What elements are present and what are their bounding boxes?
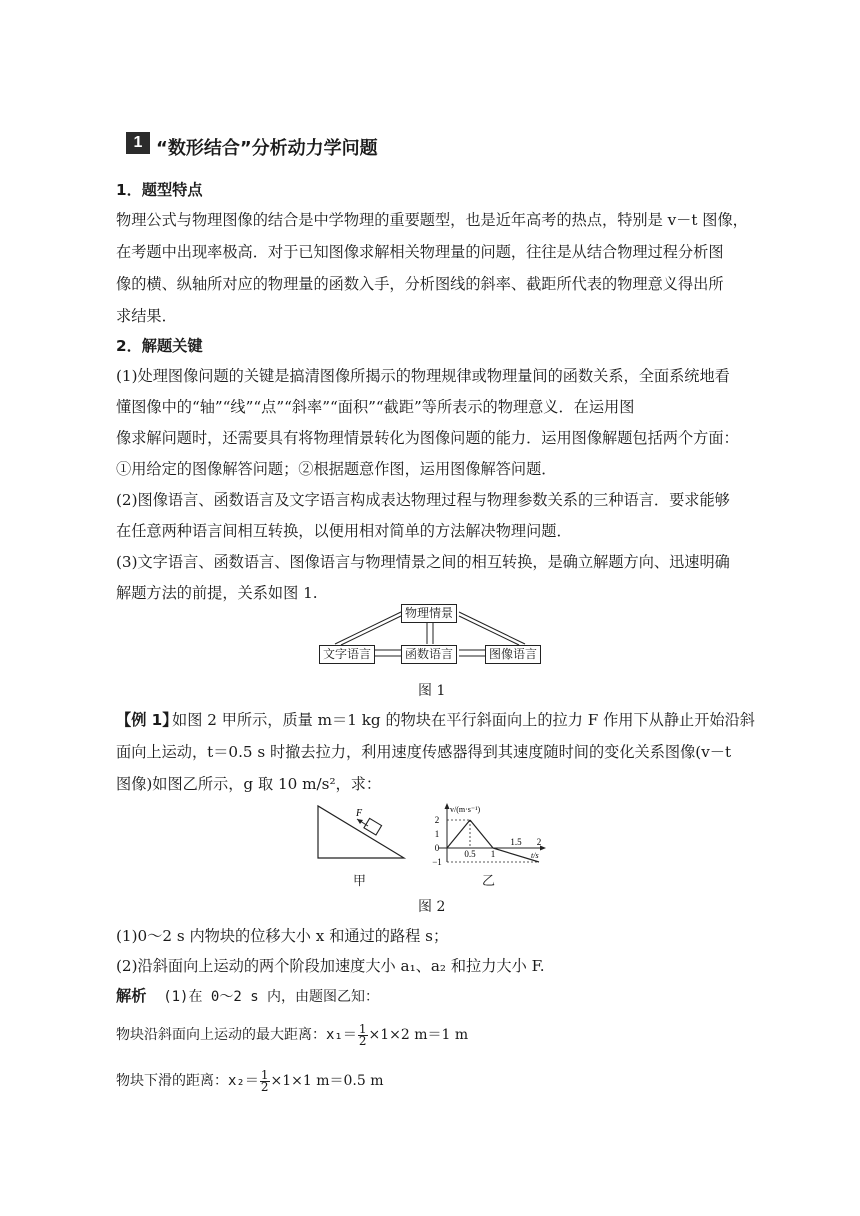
fraction [260, 1067, 270, 1094]
figure2-vt-chart [425, 800, 550, 868]
fraction-numerator: 1 [358, 1021, 367, 1036]
block [364, 818, 382, 835]
x-tick-label: 0.5 [464, 849, 476, 859]
example-line: 图像)如图乙所示，g 取 10 m/s²，求： [116, 775, 382, 793]
series-line-segment [447, 820, 470, 848]
y-axis-label: v/(m·s⁻¹) [450, 805, 481, 814]
part1-line: 在考题中出现率极高．对于已知图像求解相关物理量的问题，往往是从结合物理过程分析图 [116, 243, 724, 261]
part2-line: 懂图像中的“轴”“线”“点”“斜率”“面积”“截距”等所表示的物理意义．在运用图 [116, 398, 635, 416]
section-title: “数形结合”分析动力学问题 [156, 138, 378, 159]
figure2-label-jia: 甲 [353, 874, 367, 889]
solution-label: 解析 [116, 987, 147, 1005]
fraction-denominator: 2 [260, 1079, 269, 1094]
example-line: 如图 2 甲所示，质量 m＝1 kg 的物块在平行斜面向上的拉力 F 作用下从静止开始沿斜 [172, 711, 755, 729]
part1-line: 像的横、纵轴所对应的物理量的函数入手，分析图线的斜率、截距所代表的物理意义得出所 [116, 275, 724, 293]
part2-heading: 2．解题关键 [116, 337, 203, 355]
solution-intro: (1)在 0～2 s 内，由题图乙知： [163, 989, 380, 1005]
part1-heading: 1．题型特点 [116, 181, 203, 199]
y-tick-label: 0 [434, 843, 440, 853]
part2-line: (2)图像语言、函数语言及文字语言构成表达物理过程与物理参数关系的三种语言．要求能够 [116, 491, 730, 509]
figure1-box-graph: 图像语言 [485, 645, 541, 664]
part2-line: ①用给定的图像解答问题；②根据题意作图，运用图像解答问题． [116, 460, 557, 478]
y-tick-label: −1 [432, 857, 442, 867]
x-tick-label: 2 [536, 837, 542, 847]
fraction-numerator: 1 [260, 1067, 269, 1082]
x-tick-label: 1 [490, 849, 496, 859]
question-2: (2)沿斜面向上运动的两个阶段加速度大小 a₁、a₂ 和拉力大小 F. [116, 957, 545, 975]
figure2-caption: 图 2 [418, 899, 446, 915]
figure1-box-function: 函数语言 [401, 645, 457, 664]
part1-line: 求结果． [116, 307, 177, 325]
example-line: 面向上运动，t＝0.5 s 时撤去拉力，利用速度传感器得到其速度随时间的变化关系图像(v－t [116, 743, 732, 761]
part2-line: 解题方法的前提，关系如图 1. [116, 584, 318, 602]
solution-line-1 [116, 1022, 468, 1048]
figure2-incline [312, 802, 412, 864]
solution-line1-suffix: ×1×2 m＝1 m [368, 1027, 469, 1043]
section-number-badge: 1 [126, 132, 150, 154]
solution-line2-prefix: 物块下滑的距离：x₂＝ [116, 1073, 259, 1089]
part2-line: 像求解问题时，还需要具有将物理情景转化为图像问题的能力．运用图像解题包括两个方面： [116, 429, 739, 447]
part1-line: 物理公式与物理图像的结合是中学物理的重要题型，也是近年高考的热点，特别是 v－t 图像， [116, 211, 748, 229]
figure1-caption: 图 1 [418, 683, 446, 699]
force-label: F [356, 808, 363, 819]
part2-line: (3)文字语言、函数语言、图像语言与物理情景之间的相互转换，是确立解题方向、迅速明确 [116, 553, 730, 571]
solution-line2-suffix: ×1×1 m＝0.5 m [270, 1073, 384, 1089]
question-1: (1)0～2 s 内物块的位移大小 x 和通过的路程 s； [116, 927, 449, 945]
x-tick-label: 1.5 [510, 837, 522, 847]
part2-line: (1)处理图像问题的关键是搞清图像所揭示的物理规律或物理量间的函数关系，全面系统地看 [116, 367, 730, 385]
y-tick-label: 2 [434, 815, 440, 825]
fraction [358, 1021, 368, 1048]
fraction-denominator: 2 [358, 1033, 367, 1048]
x-axis-label: t/s [531, 851, 539, 860]
solution-line-2 [116, 1068, 384, 1094]
example-tag: 【例 1】 [116, 711, 178, 729]
series-line-segment [470, 820, 493, 848]
solution-line1-prefix: 物块沿斜面向上运动的最大距离：x₁＝ [116, 1027, 357, 1043]
figure1-box-scene: 物理情景 [401, 604, 457, 623]
y-tick-label: 1 [434, 829, 440, 839]
figure2-label-yi: 乙 [482, 874, 496, 889]
part2-line: 在任意两种语言间相互转换，以便用相对简单的方法解决物理问题． [116, 522, 572, 540]
figure1-box-text: 文字语言 [319, 645, 375, 664]
